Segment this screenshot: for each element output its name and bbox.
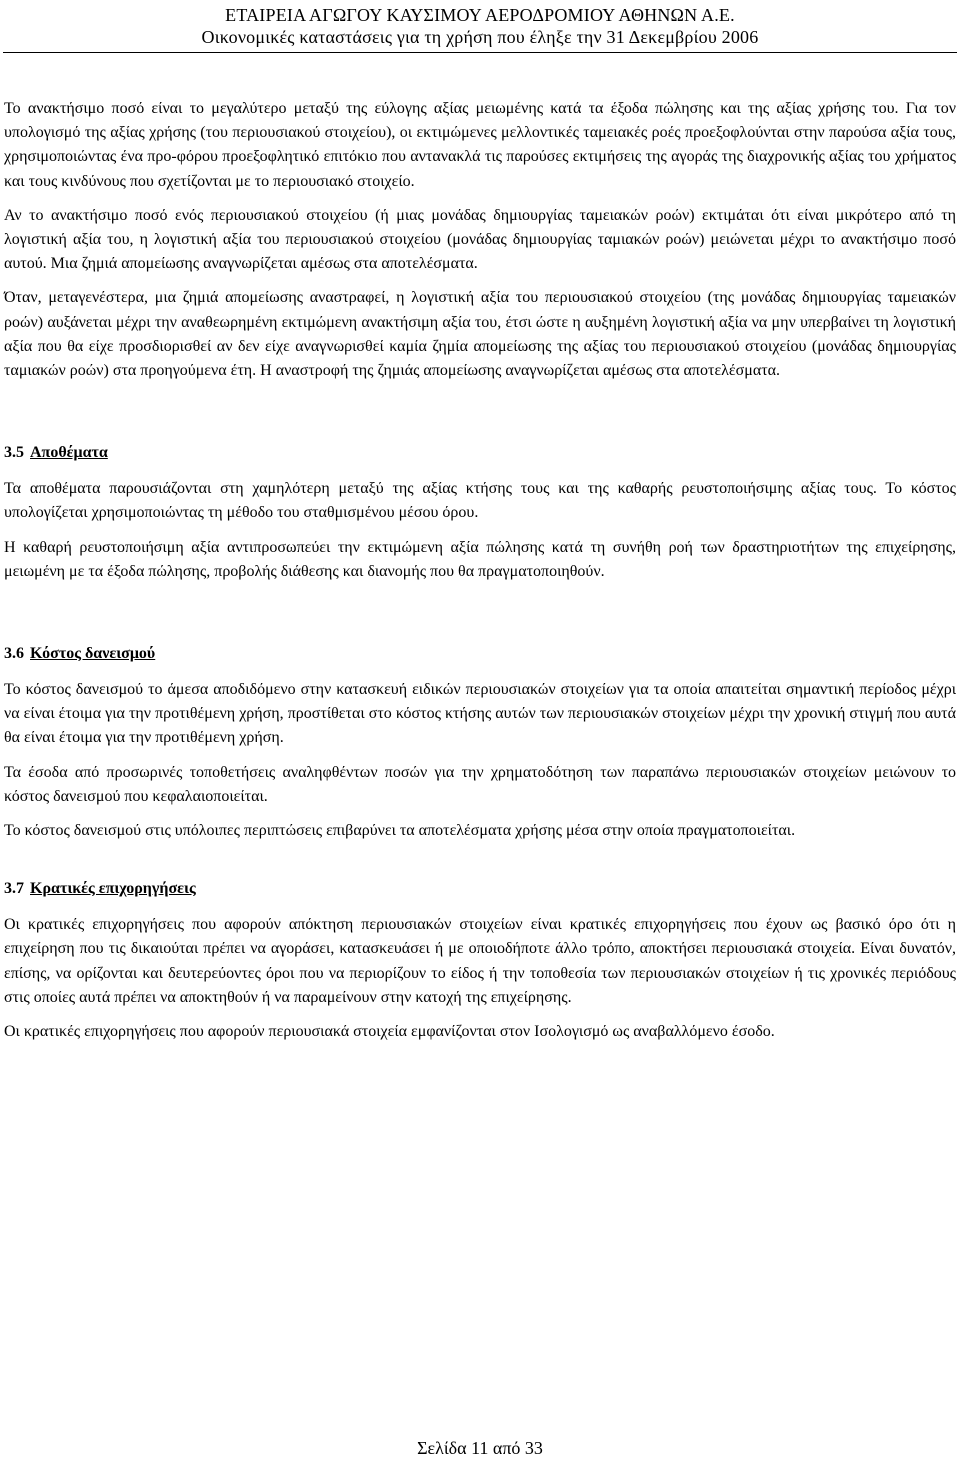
paragraph-inventories-valuation: Τα αποθέματα παρουσιάζονται στη χαμηλότερη μεταξύ της αξίας κτήσης τους και της καθαρής ρευστοποιήσιμης αξίας τους. Το κόστος υπολογίζεται χρησιμοποιώντας τη μέθοδο του σταθμισμένου μέσου όρου. <box>4 480 956 522</box>
paragraph-grants-balance-sheet: Οι κρατικές επιχορηγήσεις που αφορούν περιουσιακά στοιχεία εμφανίζονται στον Ισολογισμό ως αναβαλλόμενο έσοδο. <box>4 1023 775 1041</box>
paragraph-net-realisable-value: Η καθαρή ρευστοποιήσιμη αξία αντιπροσωπεύει την εκτιμώμενη αξία πώλησης κατά τη συνήθη ροή των δραστηριοτήτων της επιχείρησης, μειωμένη με τα έξοδα πώλησης, προβολής διάθεσης και διανομής που θα πραγματοποιηθούν. <box>4 538 956 580</box>
section-heading-inventories <box>4 441 956 465</box>
document-subtitle: Οικονομικές καταστάσεις για τη χρήση που έληξε την 31 Δεκεμβρίου 2006 <box>201 27 759 47</box>
paragraph-borrowing-capitalisation: Το κόστος δανεισμού το άμεσα αποδιδόμενο στην κατασκευή ειδικών περιουσιακών στοιχείων για τα οποία απαιτείται σημαντική περίοδος μέχρι να είναι έτοιμα για την προτιθέμενη χρήση, προστίθεται στο κόστος κτήσης αυτών των περιουσιακών στοιχείων μέχρι την χρονική στιγμή που αυτά θα είναι έτοιμα για την προτιθέμενη χρήση. <box>4 681 956 747</box>
section-title: Κόστος δανεισμού <box>30 645 156 663</box>
page-number: Σελίδα 11 από 33 <box>417 1438 543 1458</box>
section-number: 3.7 <box>4 880 24 898</box>
page-header <box>0 4 960 48</box>
document-body <box>4 97 956 1044</box>
section-heading-government-grants <box>4 877 956 901</box>
paragraph-recoverable-amount: Το ανακτήσιμο ποσό είναι το μεγαλύτερο μεταξύ της εύλογης αξίας μειωμένης κατά τα έξοδα πώλησης και της αξίας χρήσης του. Για τον υπολογισμό της αξίας χρήσης (του περιουσιακού στοιχείου), οι εκτιμώμενες μελλοντικές ταμειακές ροές προεξοφλούνται στην παρούσα αξία τους, χρησιμοποιώντας ένα προ-φόρου προεξοφλητικό επιτόκιο που αντανακλά τις παρούσες εκτιμήσεις της αγοράς της διαχρονικής αξίας του χρήματος και τους κινδύνους που σχετίζονται με το περιουσιακό στοιχείο. <box>4 100 956 190</box>
paragraph-impairment-reversal: Όταν, μεταγενέστερα, μια ζημιά απομείωσης αναστραφεί, η λογιστική αξία του περιουσιακού στοιχείου (της μονάδας δημιουργίας ταμειακών ροών) αυξάνεται μέχρι την αναθεωρημένη εκτιμώμενη ανακτήσιμη αξία του, έτσι ώστε η αυξημένη λογιστική αξία να μην υπερβαίνει τη λογιστική αξία που θα είχε προσδιορισθεί αν δεν είχε αναγνωρισθεί καμία ζημία απομείωσης της αξίας του περιουσιακού στοιχείου (μονάδας δημιουργίας ταμιακών ροών) στα προηγούμενα έτη. Η αναστροφή της ζημιάς απομείωσης αναγνωρίζεται αμέσως στα αποτελέσματα. <box>4 289 956 380</box>
paragraph-borrowing-expense: Το κόστος δανεισμού στις υπόλοιπες περιπτώσεις επιβαρύνει τα αποτελέσματα χρήσης μέσα στην οποία πραγματοποιείται. <box>4 822 796 840</box>
section-number: 3.6 <box>4 645 24 663</box>
header-divider <box>3 52 957 53</box>
company-name: ΕΤΑΙΡΕΙΑ ΑΓΩΓΟΥ ΚΑΥΣΙΜΟΥ ΑΕΡΟΔΡΟΜΙΟΥ ΑΘΗΝΩΝ Α.Ε. <box>225 5 735 25</box>
section-heading-borrowing-costs <box>4 642 956 666</box>
section-title: Αποθέματα <box>30 444 108 462</box>
paragraph-temporary-investments: Τα έσοδα από προσωρινές τοποθετήσεις αναληφθέντων ποσών για την χρηματοδότηση των παραπάνω περιουσιακών στοιχείων μειώνουν το κόστος δανεισμού που κεφαλαιοποιείται. <box>4 763 956 805</box>
section-number: 3.5 <box>4 444 24 462</box>
paragraph-grants-definition: Οι κρατικές επιχορηγήσεις που αφορούν απόκτηση περιουσιακών στοιχείων είναι κρατικές επιχορηγήσεις που έχουν ως βασικό όρο ότι η επιχείρηση που τις δικαιούται πρέπει να αγοράσει, κατασκευάσει ή με οποιοδήποτε άλλο τρόπο, αποκτήσει περιουσιακά στοιχεία. Είναι δυνατόν, επίσης, να ορίζονται και δευτερεύοντες όροι που να περιορίζουν το είδος ή την τοποθεσία των περιουσιακών στοιχείων ή τις χρονικές περιόδους στις οποίες αυτά πρέπει να αποκτηθούν ή να παραμείνουν στην κατοχή της επιχείρησης. <box>4 916 956 1006</box>
section-title: Κρατικές επιχορηγήσεις <box>30 880 196 898</box>
paragraph-impairment-loss: Αν το ανακτήσιμο ποσό ενός περιουσιακού στοιχείου (ή μιας μονάδας δημιουργίας ταμειακών ροών) εκτιμάται ότι είναι μικρότερο από τη λογιστική αξία του, η λογιστική αξία του περιουσιακού στοιχείου (μονάδας δημιουργίας ταμιακών ροών) μειώνεται μέχρι το ανακτήσιμο ποσό αυτού. Μια ζημιά απομείωσης αναγνωρίζεται αμέσως στα αποτελέσματα. <box>4 206 956 273</box>
